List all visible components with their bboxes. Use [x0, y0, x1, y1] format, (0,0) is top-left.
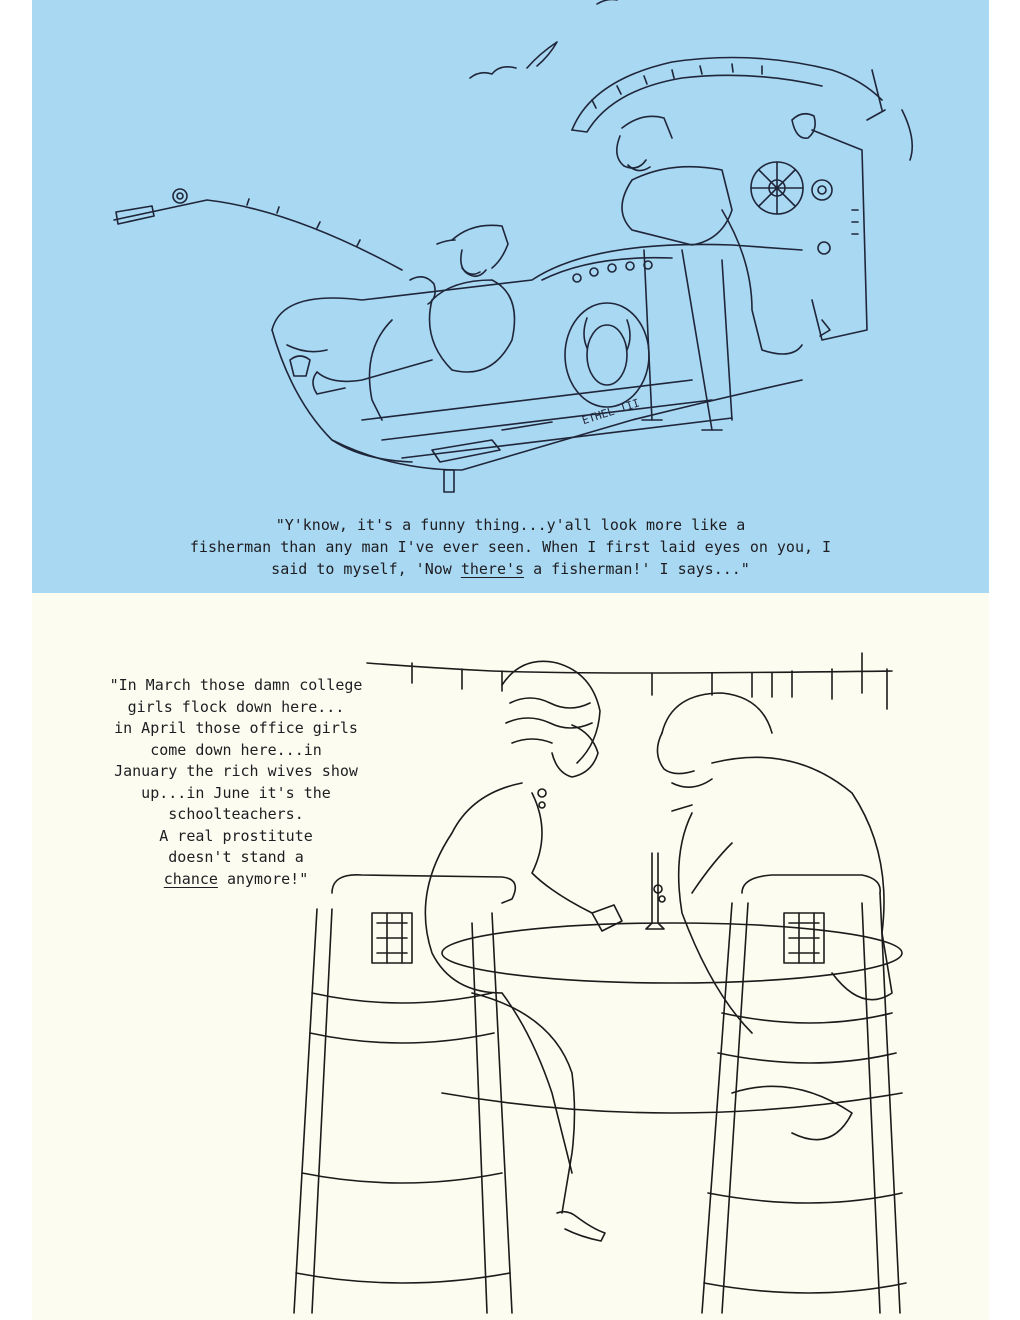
seagull: [527, 42, 557, 68]
top-cartoon-panel: [32, 0, 989, 593]
top-caption-line: [32, 558, 989, 580]
bottom-caption-line: January the rich wives show: [114, 762, 358, 780]
high-heel: [557, 1212, 605, 1241]
seagull: [597, 0, 617, 4]
right-stool-back: [742, 875, 880, 893]
bottom-caption-line: schoolteachers.: [168, 805, 304, 823]
fisherman-body: [430, 280, 515, 372]
bottom-caption-line: "In March those damn college: [109, 676, 363, 694]
top-caption-line: fisherman than any man I've ever seen. When I first laid eyes on you, I: [189, 538, 832, 556]
fishing-boat-illustration: [32, 0, 989, 593]
top-caption-emphasis: there's: [460, 560, 525, 578]
bottom-caption-emphasis: chance: [163, 869, 218, 888]
top-caption-text: said to myself, 'Now: [271, 560, 461, 578]
bottom-caption: [80, 675, 392, 890]
bottom-caption-line: come down here...in: [150, 740, 322, 759]
man-head: [662, 693, 772, 733]
control-console: [812, 130, 867, 340]
boat-canopy: [572, 58, 882, 131]
bottom-caption-line: up...in June it's the: [141, 783, 331, 802]
playing-cards: [592, 905, 622, 931]
awning-edge: [367, 663, 892, 673]
bottom-caption-line: [80, 869, 392, 891]
captain-cap: [622, 116, 672, 138]
bottom-cartoon-panel: [32, 593, 989, 1320]
woman-face: [552, 725, 598, 777]
top-caption-line: "Y'know, it's a funny thing...y'all look more like a: [275, 516, 746, 534]
bottom-caption-text: anymore!": [217, 869, 309, 888]
boat-hull: [272, 244, 802, 330]
woman-hair: [502, 661, 600, 763]
fishing-rod: [114, 200, 402, 270]
helmsman-head: [792, 114, 815, 138]
life-ring: [565, 303, 649, 407]
bottom-caption-line: girls flock down here...: [127, 697, 345, 716]
bottom-caption-line: A real prostitute: [159, 826, 313, 845]
top-caption-text: a fisherman!' I says...": [524, 560, 750, 578]
top-caption: [32, 514, 989, 580]
right-stool-legs: [702, 893, 900, 1313]
boat-name-label: ETHEL III: [580, 396, 642, 428]
captain-body: [622, 167, 732, 245]
bottom-caption-line: doesn't stand a: [168, 848, 304, 866]
seagull: [470, 67, 516, 78]
bottom-caption-line: in April those office girls: [114, 719, 358, 737]
